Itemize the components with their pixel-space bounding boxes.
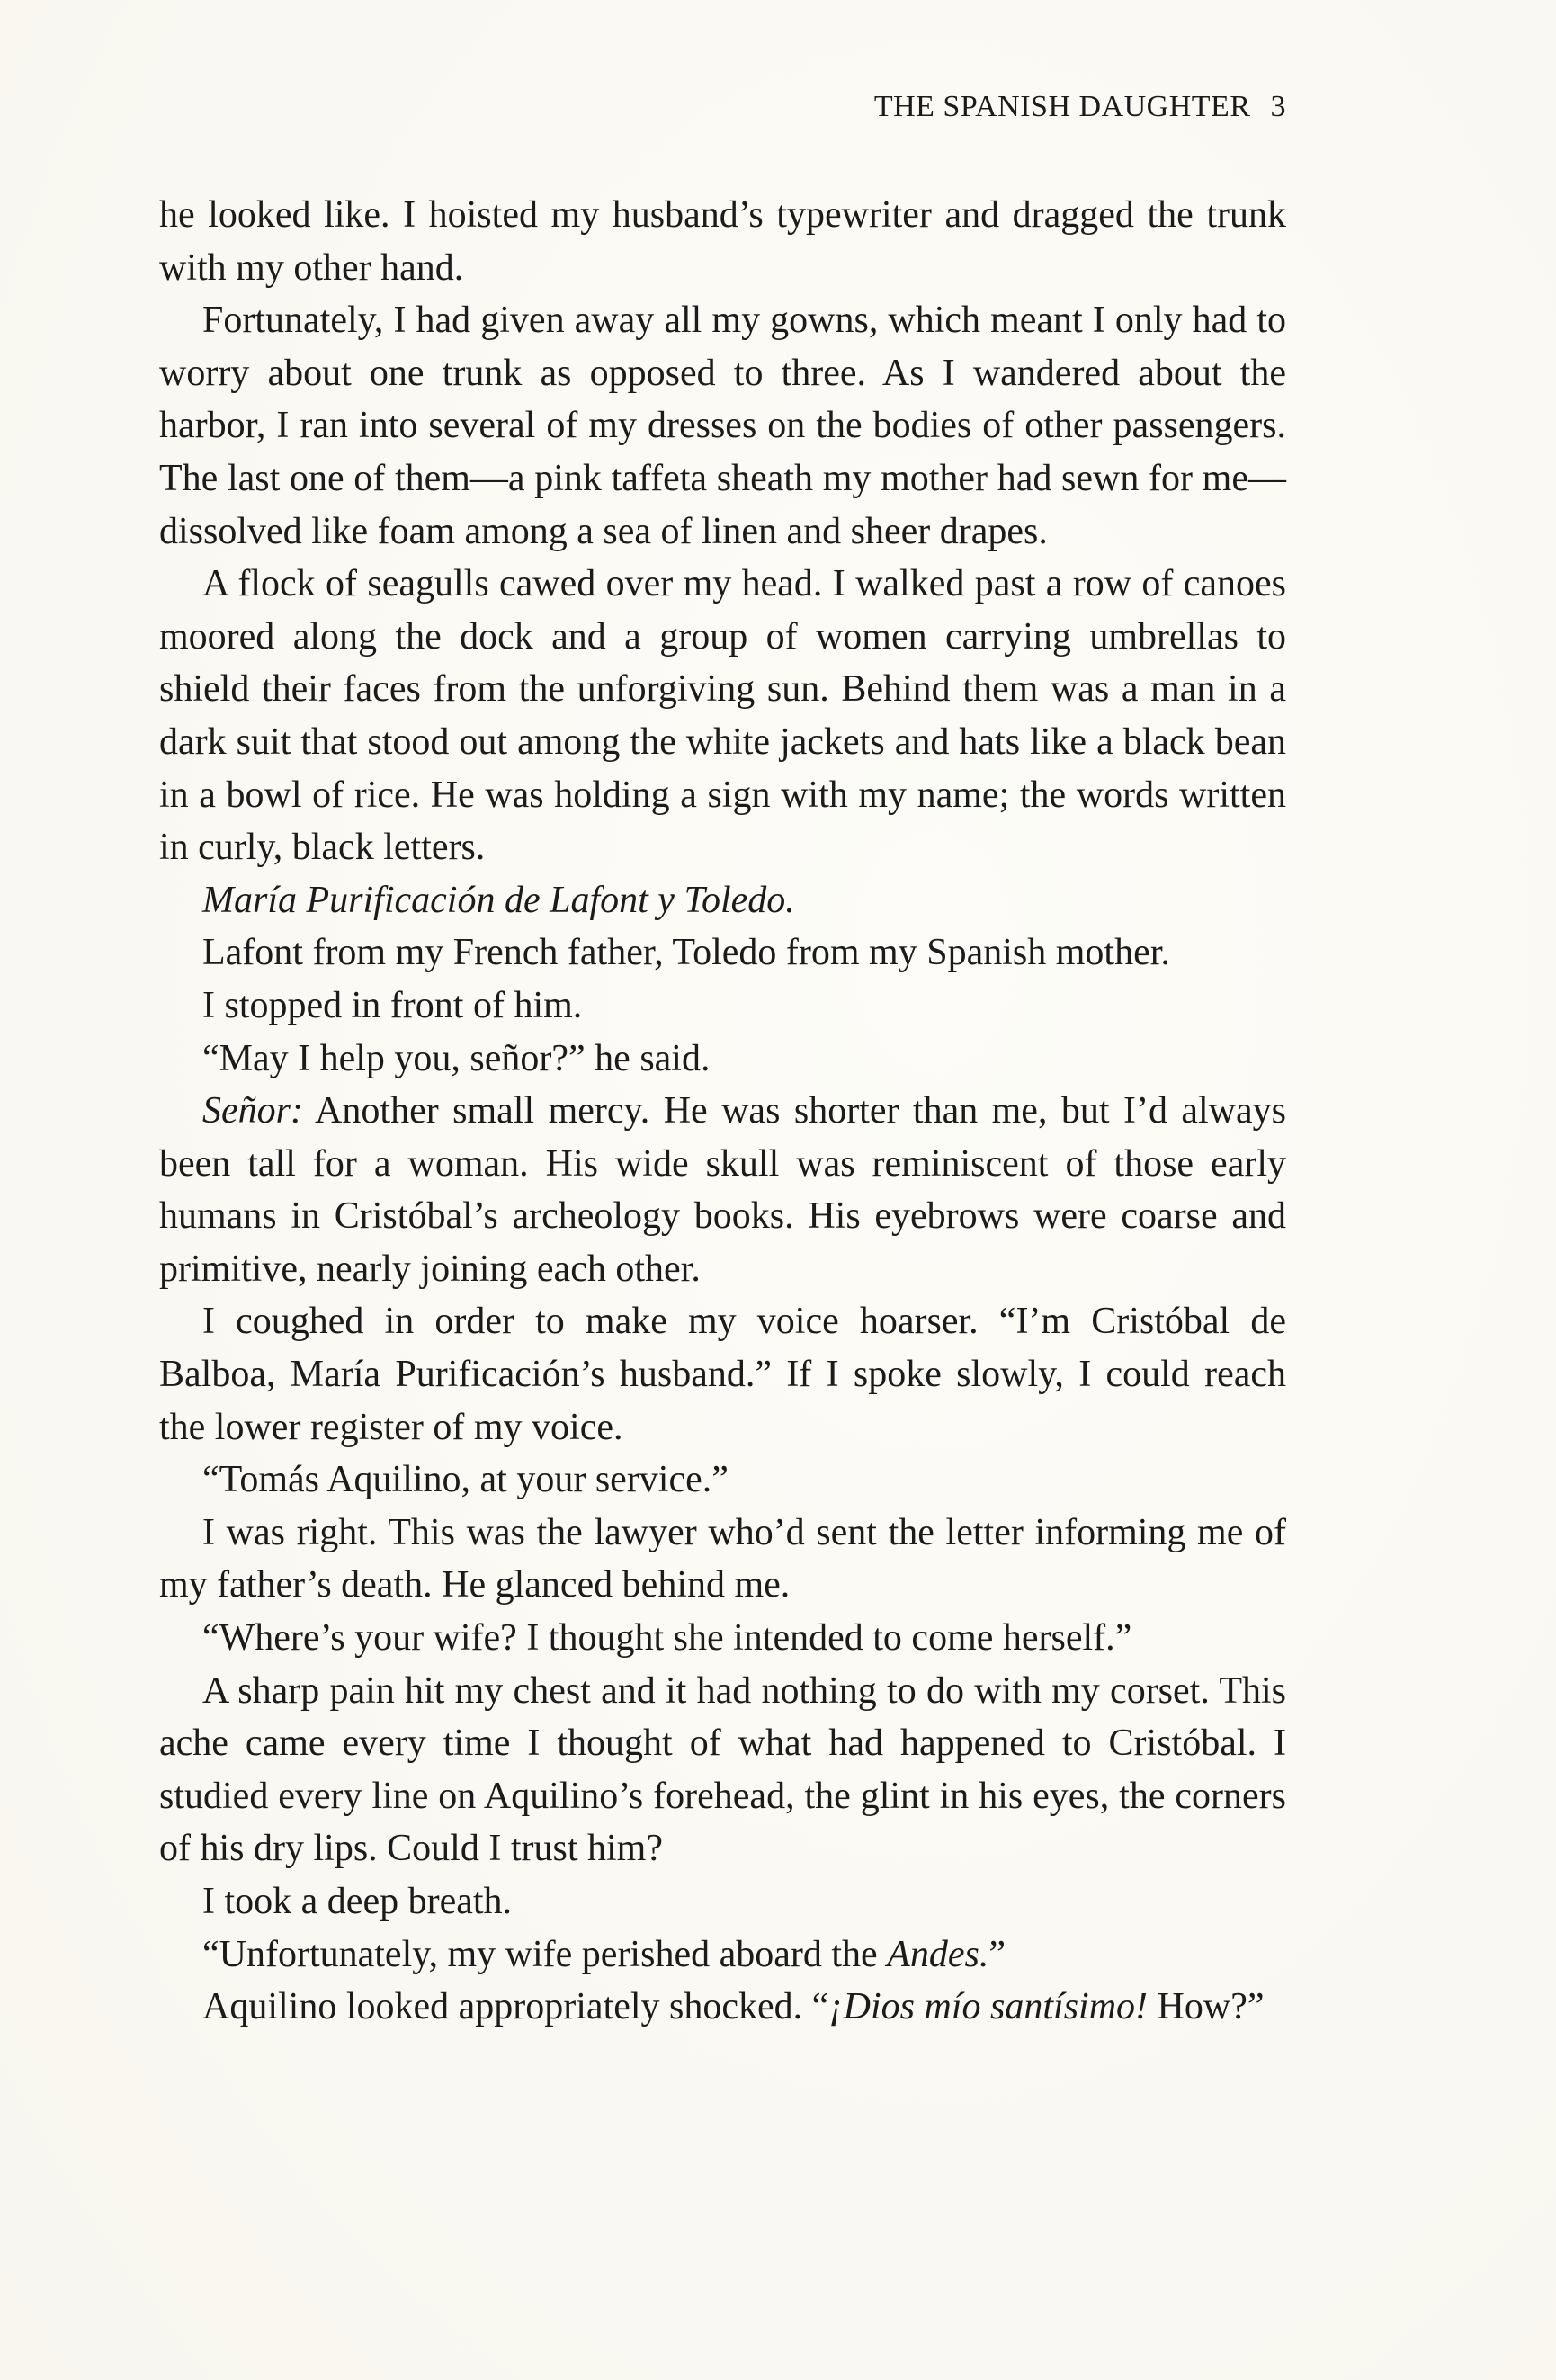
body-text: [159, 189, 1286, 2034]
paragraph-text: Aquilino looked appropriately shocked. “: [202, 1986, 829, 2028]
running-title: THE SPANISH DAUGHTER: [873, 90, 1251, 123]
paragraph: [159, 189, 1286, 294]
paragraph-text: A flock of seagulls cawed over my head. I walked past a row of canoes moored along the dock and a group of women carrying umbrellas to shield their faces from the unforgiving sun. Behind them was a man in a dark suit that stood out among the white jackets and hats like a black bean in a bowl of rice. He was holding a sign with my name; the words written in curly, black letters.: [159, 563, 1286, 869]
paragraph: [159, 1033, 1286, 1086]
paragraph: [159, 980, 1286, 1033]
paragraph-sign-text: [159, 874, 1286, 927]
paragraph-text: I was right. This was the lawyer who’d sent the letter informing me of my father’s death. He glanced behind me.: [159, 1511, 1286, 1606]
paragraph: [159, 926, 1286, 980]
paragraph: [159, 1454, 1286, 1507]
paragraph: [159, 558, 1286, 874]
paragraph-text: “Where’s your wife? I thought she intended to come herself.”: [202, 1617, 1132, 1660]
paragraph-text: I coughed in order to make my voice hoarser. “I’m Cristóbal de Balboa, María Purificación’s husband.” If I spoke slowly, I could reach the lower register of my voice.: [159, 1301, 1286, 1448]
paragraph: [159, 1085, 1286, 1295]
italic-word: Señor:: [202, 1090, 303, 1132]
paragraph-text: “Unfortunately, my wife perished aboard the: [202, 1933, 888, 1975]
paragraph: [159, 1981, 1286, 2034]
paragraph-text: Fortunately, I had given away all my gowns, which meant I only had to worry about one trunk as opposed to three. As I wandered about the harbor, I ran into several of my dresses on the bodies of other passengers. The last one of them—a pink taffeta sheath my mother had sewn for me—dissolved like foam among a sea of linen and sheer drapes.: [159, 300, 1286, 552]
italic-ship-name: Andes.: [887, 1933, 989, 1975]
paragraph: [159, 1928, 1286, 1982]
paragraph-text-end: ”: [988, 1933, 1006, 1975]
paragraph-text: I stopped in front of him.: [202, 984, 583, 1026]
paragraph-text: “Tomás Aquilino, at your service.”: [202, 1459, 729, 1501]
paragraph-text: he looked like. I hoisted my husband’s typewriter and dragged the trunk with my other hand.: [159, 194, 1286, 289]
paragraph: [159, 1665, 1286, 1875]
paragraph-text: Another small mercy. He was shorter than me, but I’d always been tall for a woman. His wide skull was reminiscent of those early humans in Cristóbal’s archeology books. His eyebrows were coarse and primitive, nearly joining each other.: [159, 1090, 1286, 1290]
italic-name: María Purificación de Lafont y Toledo.: [202, 879, 795, 921]
paragraph: [159, 1875, 1286, 1928]
paragraph-text: “May I help you, señor?” he said.: [202, 1037, 711, 1079]
paragraph: [159, 294, 1286, 558]
paragraph: [159, 1507, 1286, 1612]
paragraph: [159, 1612, 1286, 1665]
paragraph: [159, 1295, 1286, 1454]
page-number: 3: [1270, 90, 1286, 123]
paragraph-text-end: How?”: [1148, 1986, 1265, 2028]
italic-exclamation: ¡Dios mío santísimo!: [828, 1986, 1149, 2028]
paragraph-text: I took a deep breath.: [202, 1881, 513, 1922]
paragraph-text: Lafont from my French father, Toledo from my Spanish mother.: [202, 932, 1170, 974]
running-header: [874, 90, 1286, 124]
paragraph-text: A sharp pain hit my chest and it had nothing to do with my corset. This ache came every time I thought of what had happened to Cristóbal. I studied every line on Aquilino’s forehead, the glint in his eyes, the corners of his dry lips. Could I trust him?: [159, 1669, 1286, 1870]
